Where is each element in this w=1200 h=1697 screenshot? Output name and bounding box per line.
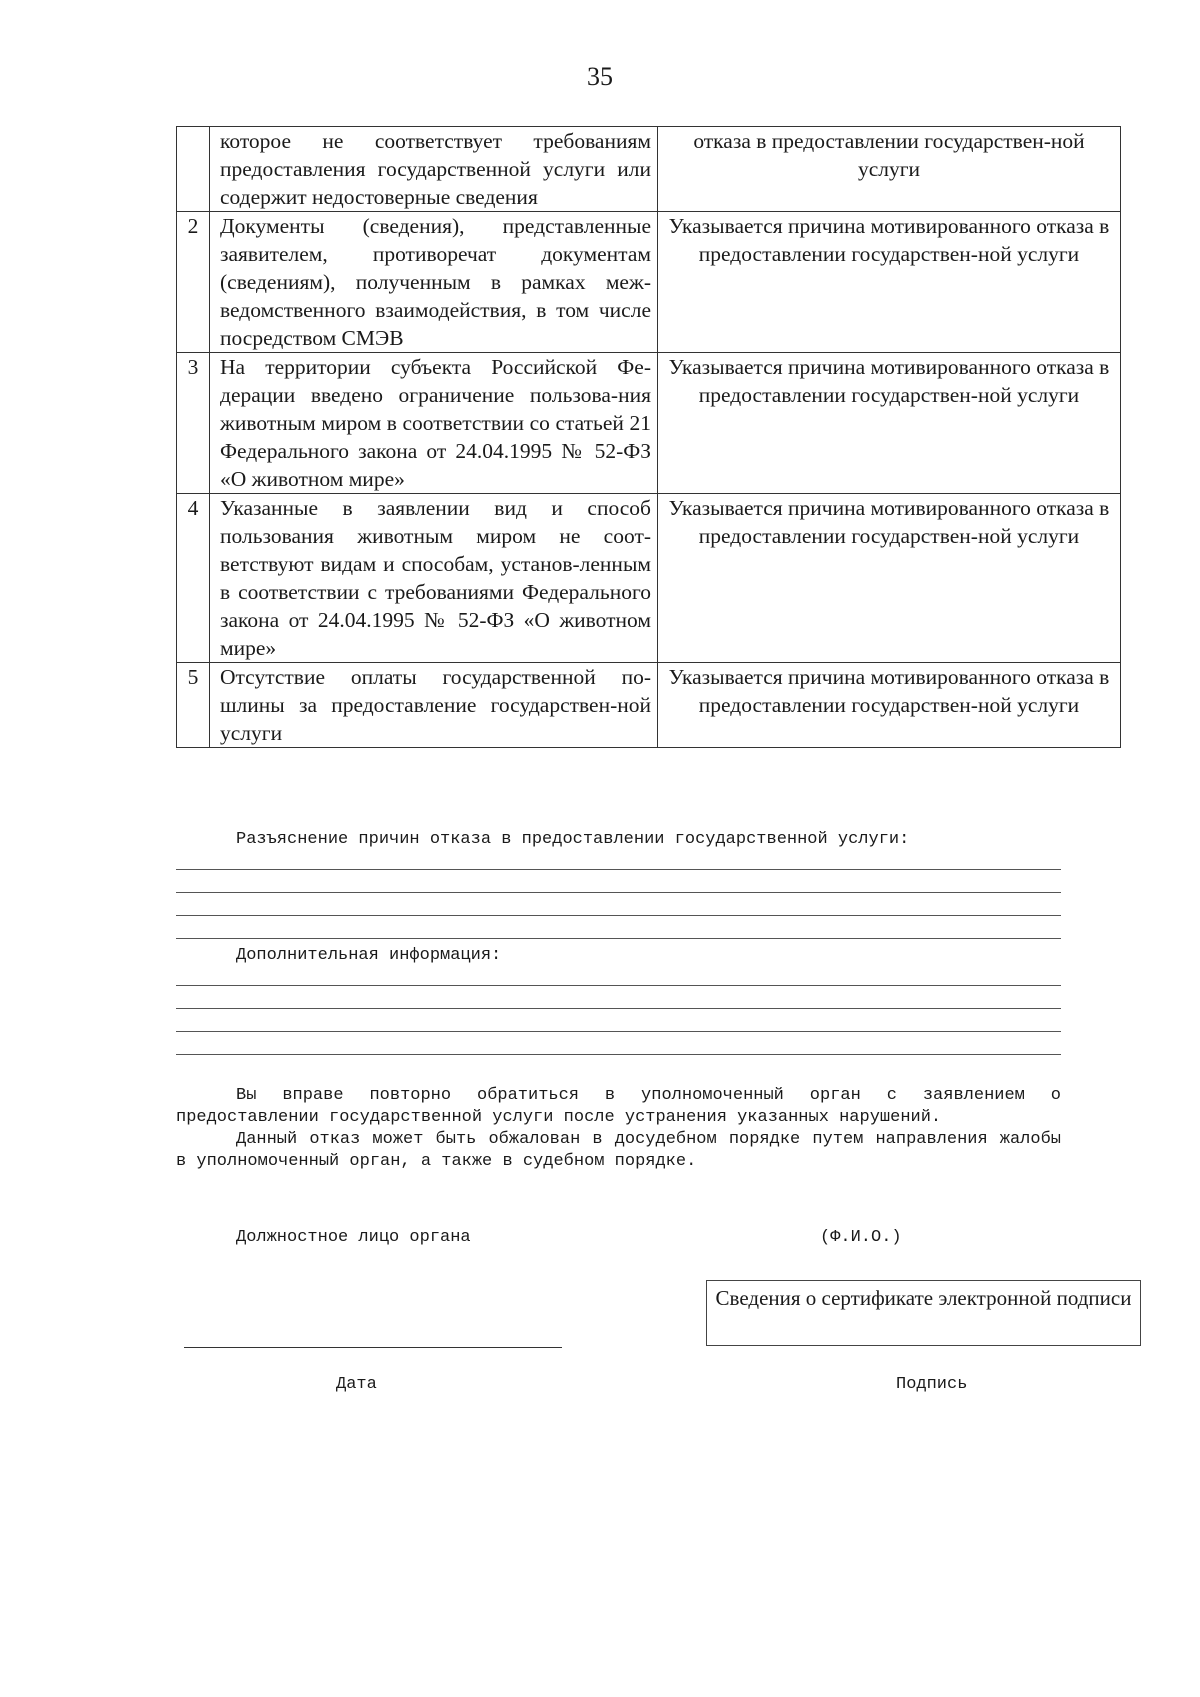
signature-line xyxy=(184,1347,562,1348)
fio-label: (Ф.И.О.) xyxy=(820,1228,902,1247)
table-row xyxy=(177,127,1121,212)
fill-in-line xyxy=(176,985,1061,986)
refusal-explanation: отказа в предоставлении государствен-ной услуги xyxy=(658,127,1121,212)
table-row xyxy=(177,353,1121,494)
refusal-grounds-table xyxy=(176,126,1121,748)
reapply-notice: Вы вправе повторно обратиться в уполномоченный орган с заявлением о предоставлении государственной услуги после устранения указанных нарушений. xyxy=(176,1086,1061,1127)
date-label: Дата xyxy=(336,1375,377,1394)
refusal-reason: Отсутствие оплаты государственной по-шлины за предоставление государствен-ной услуги xyxy=(210,663,658,748)
refusal-explanation: Указывается причина мотивированного отказа в предоставлении государствен-ной услуги xyxy=(658,663,1121,748)
fill-in-line xyxy=(176,1054,1061,1055)
refusal-reason: Указанные в заявлении вид и способ пользования животным миром не соот-ветствуют видам и способам, установ-ленным в соответствии с требованиями Федерального закона от 24.04.1995 № 52-ФЗ «О животном мире» xyxy=(210,494,658,663)
row-number: 5 xyxy=(177,663,210,748)
row-number: 2 xyxy=(177,212,210,353)
refusal-reason: На территории субъекта Российской Фе-дерации введено ограничение пользова-ния животным миром в соответствии со статьей 21 Федерального закона от 24.04.1995 № 52-ФЗ «О животном мире» xyxy=(210,353,658,494)
fill-in-line xyxy=(176,869,1061,870)
table-row xyxy=(177,212,1121,353)
refusal-explanation: Указывается причина мотивированного отказа в предоставлении государствен-ной услуги xyxy=(658,494,1121,663)
notice-text xyxy=(176,1085,1061,1173)
refusal-explanation: Указывается причина мотивированного отказа в предоставлении государствен-ной услуги xyxy=(658,353,1121,494)
refusal-reason: Документы (сведения), представленные заявителем, противоречат документам (сведениям), полученным в рамках меж-ведомственного взаимодействия, в том числе посредством СМЭВ xyxy=(210,212,658,353)
table-row xyxy=(177,663,1121,748)
row-number: 3 xyxy=(177,353,210,494)
refusal-reason: которое не соответствует требованиям предоставления государственной услуги или содержит недостоверные сведения xyxy=(210,127,658,212)
appeal-notice: Данный отказ может быть обжалован в досудебном порядке путем направления жалобы в уполномоченный орган, а также в судебном порядке. xyxy=(176,1130,1061,1171)
row-number: 4 xyxy=(177,494,210,663)
row-number xyxy=(177,127,210,212)
fill-in-line xyxy=(176,1008,1061,1009)
fill-in-line xyxy=(176,915,1061,916)
fill-in-line xyxy=(176,892,1061,893)
fill-in-line xyxy=(176,938,1061,939)
certificate-info-box: Сведения о сертификате электронной подписи xyxy=(706,1280,1141,1346)
fill-in-line xyxy=(176,1031,1061,1032)
signature-label: Подпись xyxy=(896,1375,968,1394)
page-number: 35 xyxy=(587,62,613,91)
explanation-label: Разъяснение причин отказа в предоставлении государственной услуги: xyxy=(236,830,910,849)
official-label: Должностное лицо органа xyxy=(236,1228,471,1247)
additional-info-label: Дополнительная информация: xyxy=(236,946,502,965)
refusal-explanation: Указывается причина мотивированного отказа в предоставлении государствен-ной услуги xyxy=(658,212,1121,353)
table-row xyxy=(177,494,1121,663)
